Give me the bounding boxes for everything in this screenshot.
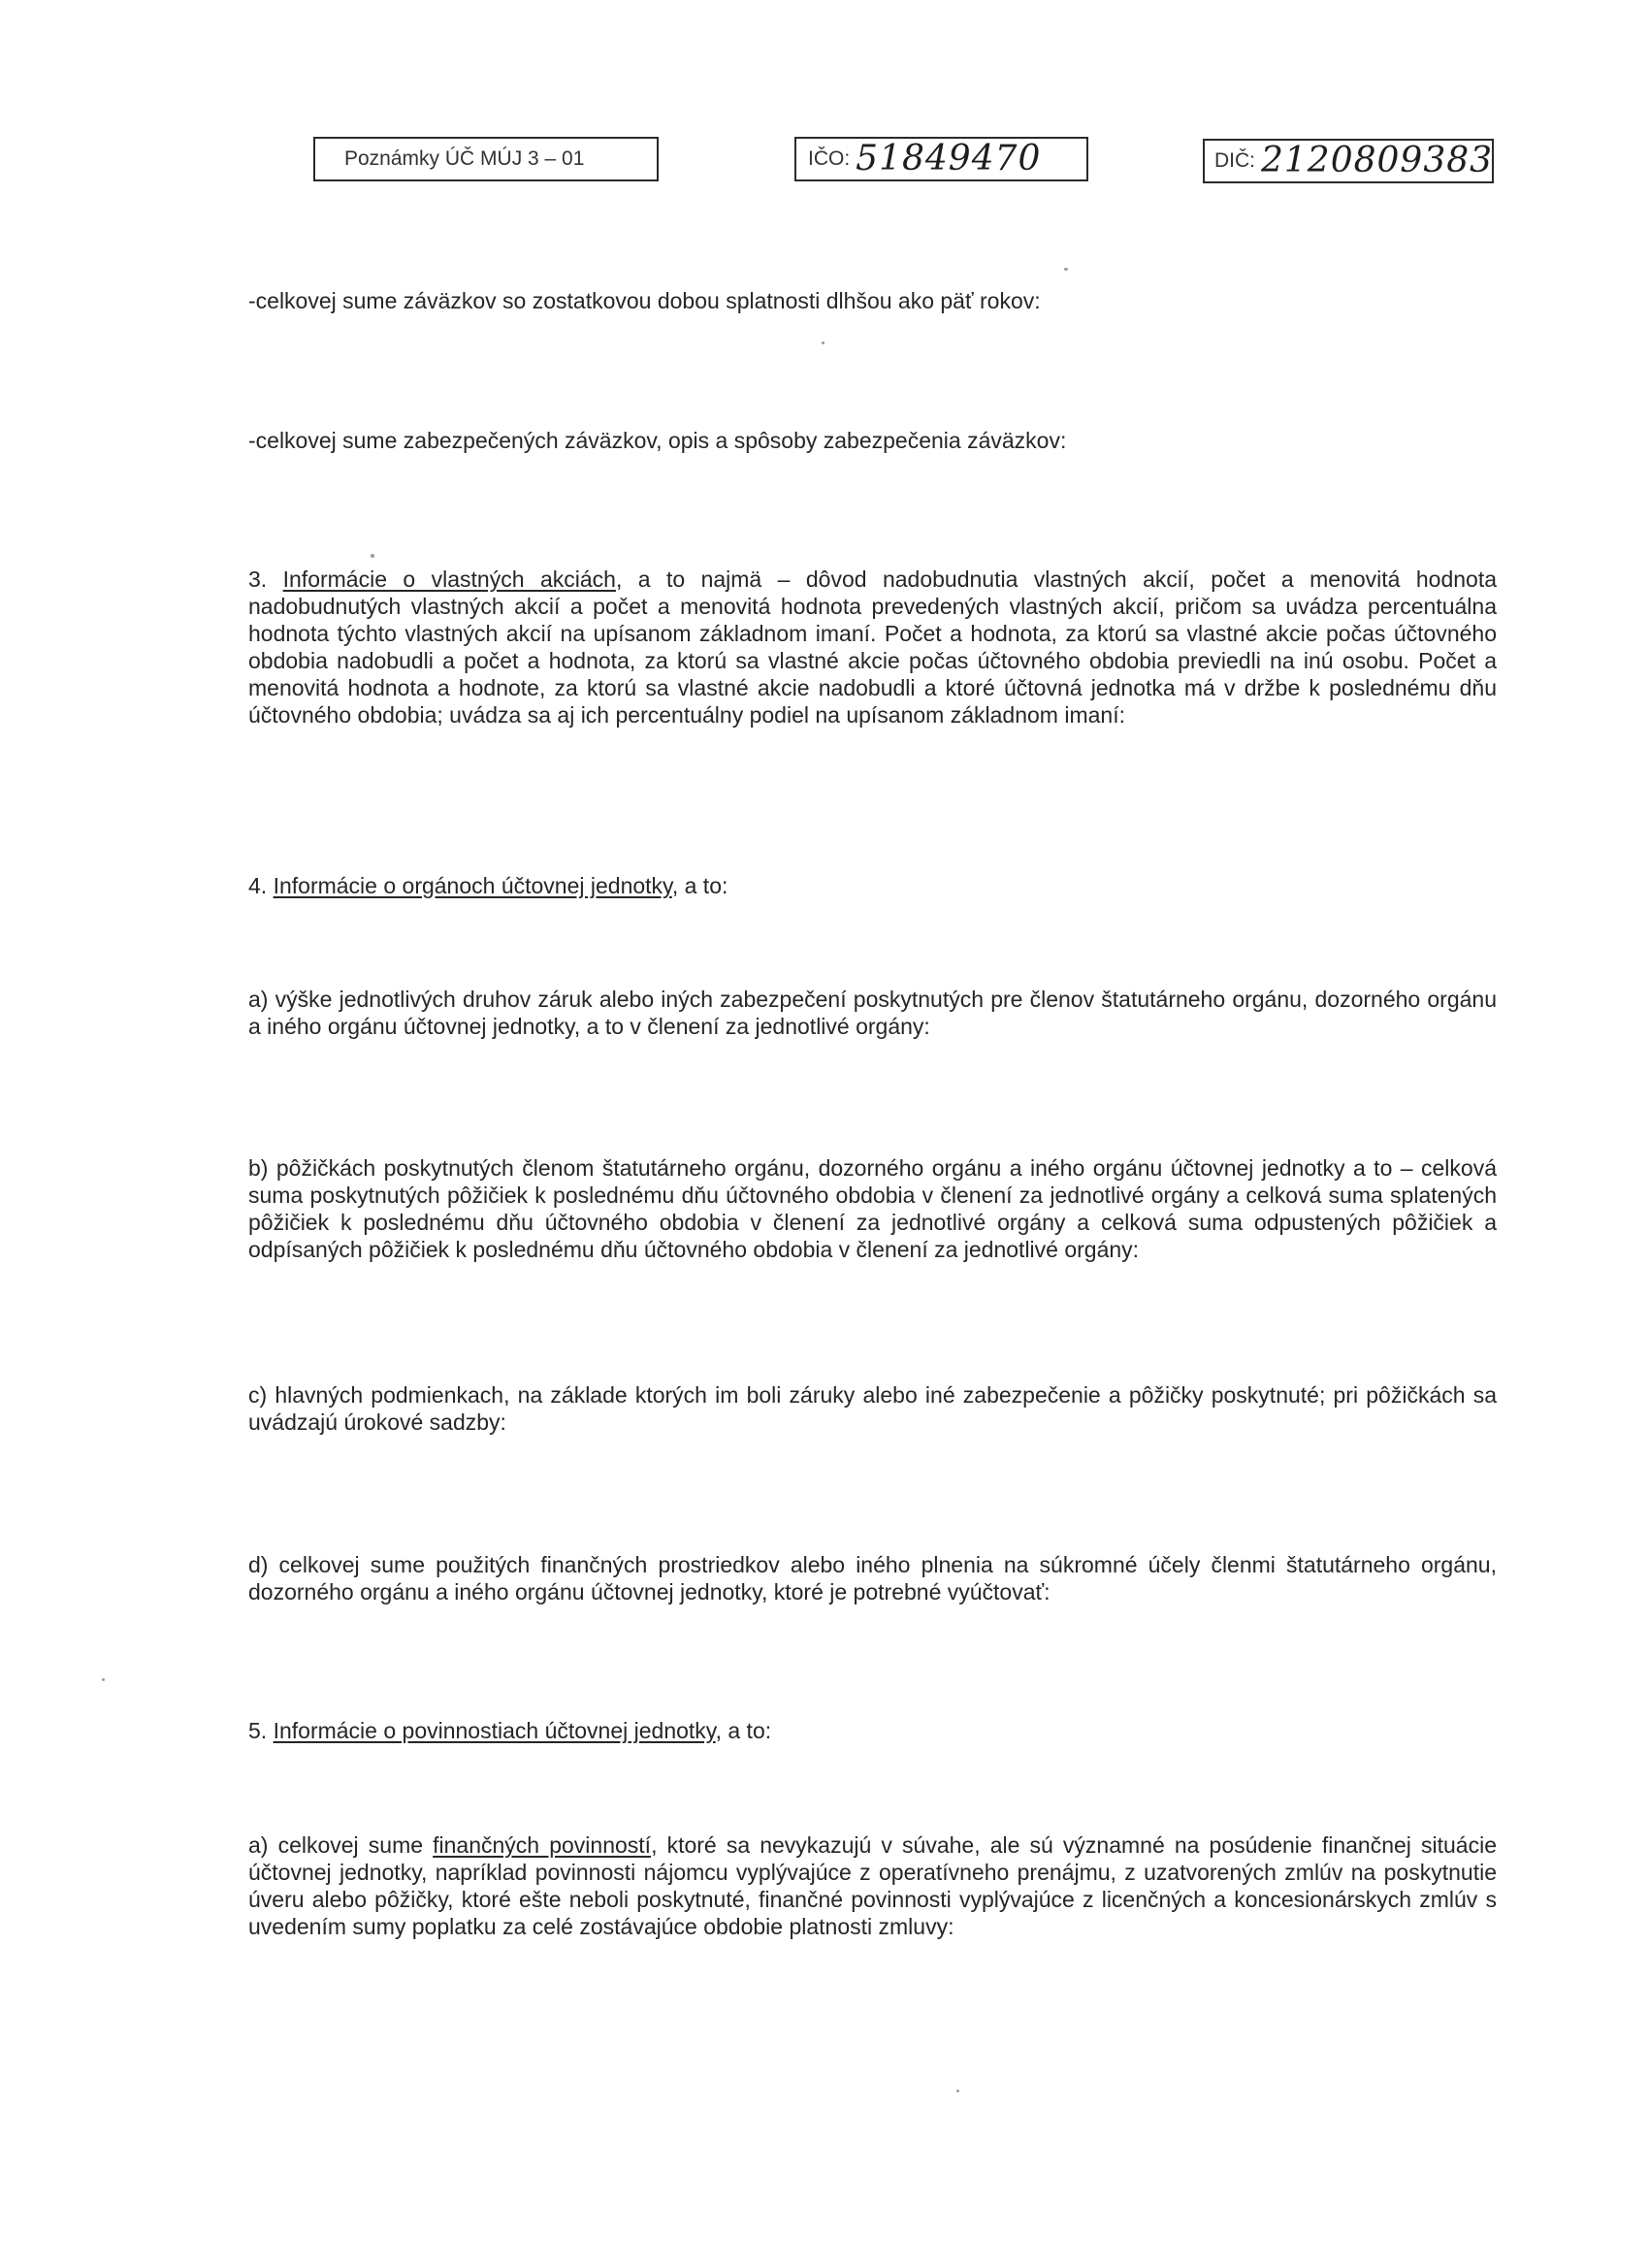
section-5-heading bbox=[248, 1717, 1497, 1744]
section-5-number: 5. bbox=[248, 1718, 268, 1743]
notes-header-box bbox=[313, 137, 659, 181]
section-3-title: Informácie o vlastných akciách bbox=[282, 567, 616, 592]
ico-handwritten-value: 51849470 bbox=[856, 139, 1042, 178]
scan-speck bbox=[1064, 268, 1068, 271]
section-5a-prefix: a) celkovej sume bbox=[248, 1832, 434, 1858]
section-3-text: , a to najmä – dôvod nadobudnutia vlastných akcií, počet a menovitá hodnota nadobudnutých vlastných akcií a počet a menovitá hodnota prevedených vlastných akcií, pričom sa uvádza percentuálna hodnota týchto vlastných akcií na upísanom základnom imaní. Počet a hodnota, za ktorú sa vlastné akcie počas účtovného obdobia nadobudli a počet a hodnota, za ktorú sa vlastné akcie počas účtovného obdobia previedli na inú osobu. Počet a menovitá hodnota a hodnote, za ktorú sa vlastné akcie nadobudli a ktoré účtovná jednotka má v držbe k poslednému dňu účtovného obdobia; uvádza sa aj ich percentuálny podiel na upísanom základnom imaní: bbox=[248, 567, 1498, 728]
scan-speck bbox=[371, 554, 374, 558]
dic-handwritten-value: 2120809383 bbox=[1261, 141, 1494, 180]
dic-header-box bbox=[1203, 139, 1494, 183]
dic-label: DIČ: bbox=[1214, 149, 1255, 172]
long-term-liabilities-line: -celkovej sume záväzkov so zostatkovou dobou splatnosti dlhšou ako päť rokov: bbox=[248, 288, 1041, 313]
section-5-suffix: , a to: bbox=[715, 1718, 772, 1743]
section-5a-text: , ktoré sa nevykazujú v súvahe, ale sú významné na posúdenie finančnej situácie účtovnej jednotky, napríklad povinnosti nájomcu vyplývajúce z operatívneho prenájmu, z uzatvorených zmlúv na poskytnutie úveru alebo pôžičky, ktoré ešte neboli poskytnuté, finančné povinnosti vyplývajúce z licenčných a koncesionárskych zmlúv s uvedením sumy poplatku za celé zostávajúce obdobie platnosti zmluvy: bbox=[248, 1832, 1497, 1939]
ico-label: IČO: bbox=[808, 147, 851, 170]
section-4-title: Informácie o orgánoch účtovnej jednotky bbox=[273, 873, 672, 898]
section-4-suffix: , a to: bbox=[671, 873, 728, 898]
section-4a-guarantees: a) výške jednotlivých druhov záruk alebo iných zabezpečení poskytnutých pre členov štatutárneho orgánu, dozorného orgánu a iného orgánu účtovnej jednotky, a to v členení za jednotlivé orgány: bbox=[248, 987, 1497, 1039]
notes-label: Poznámky ÚČ MÚJ 3 – 01 bbox=[344, 147, 585, 170]
section-4c-conditions: c) hlavných podmienkach, na základe ktorých im boli záruky alebo iné zabezpečenie a pôžičky poskytnuté; pri pôžičkách sa uvádzajú úrokové sadzby: bbox=[248, 1382, 1497, 1435]
section-5-title: Informácie o povinnostiach účtovnej jednotky bbox=[273, 1718, 716, 1743]
section-5a-link-term: finančných povinností bbox=[433, 1832, 652, 1858]
section-5a-financial-obligations bbox=[248, 1831, 1497, 1940]
section-4-number: 4. bbox=[248, 873, 268, 898]
secured-liabilities-line: -celkovej sume zabezpečených záväzkov, opis a spôsoby zabezpečenia záväzkov: bbox=[248, 428, 1067, 453]
scan-speck bbox=[822, 341, 824, 344]
section-3-number: 3. bbox=[248, 567, 268, 592]
section-4d-funds-usage: d) celkovej sume použitých finančných prostriedkov alebo iného plnenia na súkromné účely členmi štatutárneho orgánu, dozorného orgánu a iného orgánu účtovnej jednotky, ktoré je potrebné vyúčtovať: bbox=[248, 1552, 1497, 1604]
section-4-heading bbox=[248, 872, 1497, 899]
ico-header-box bbox=[794, 137, 1088, 181]
scan-speck bbox=[956, 2090, 959, 2092]
section-4b-loans: b) pôžičkách poskytnutých členom štatutárneho orgánu, dozorného orgánu a iného orgánu účtovnej jednotky a to – celková suma poskytnutých pôžičiek k poslednému dňu účtovného obdobia v členení za jednotlivé orgány a celková suma splatených pôžičiek k poslednému dňu účtovného obdobia v členení za jednotlivé orgány a celková suma odpustených pôžičiek a odpísaných pôžičiek k poslednému dňu účtovného obdobia v členení za jednotlivé orgány: bbox=[248, 1155, 1497, 1262]
scan-speck bbox=[102, 1678, 105, 1681]
section-3-own-shares bbox=[248, 566, 1497, 729]
